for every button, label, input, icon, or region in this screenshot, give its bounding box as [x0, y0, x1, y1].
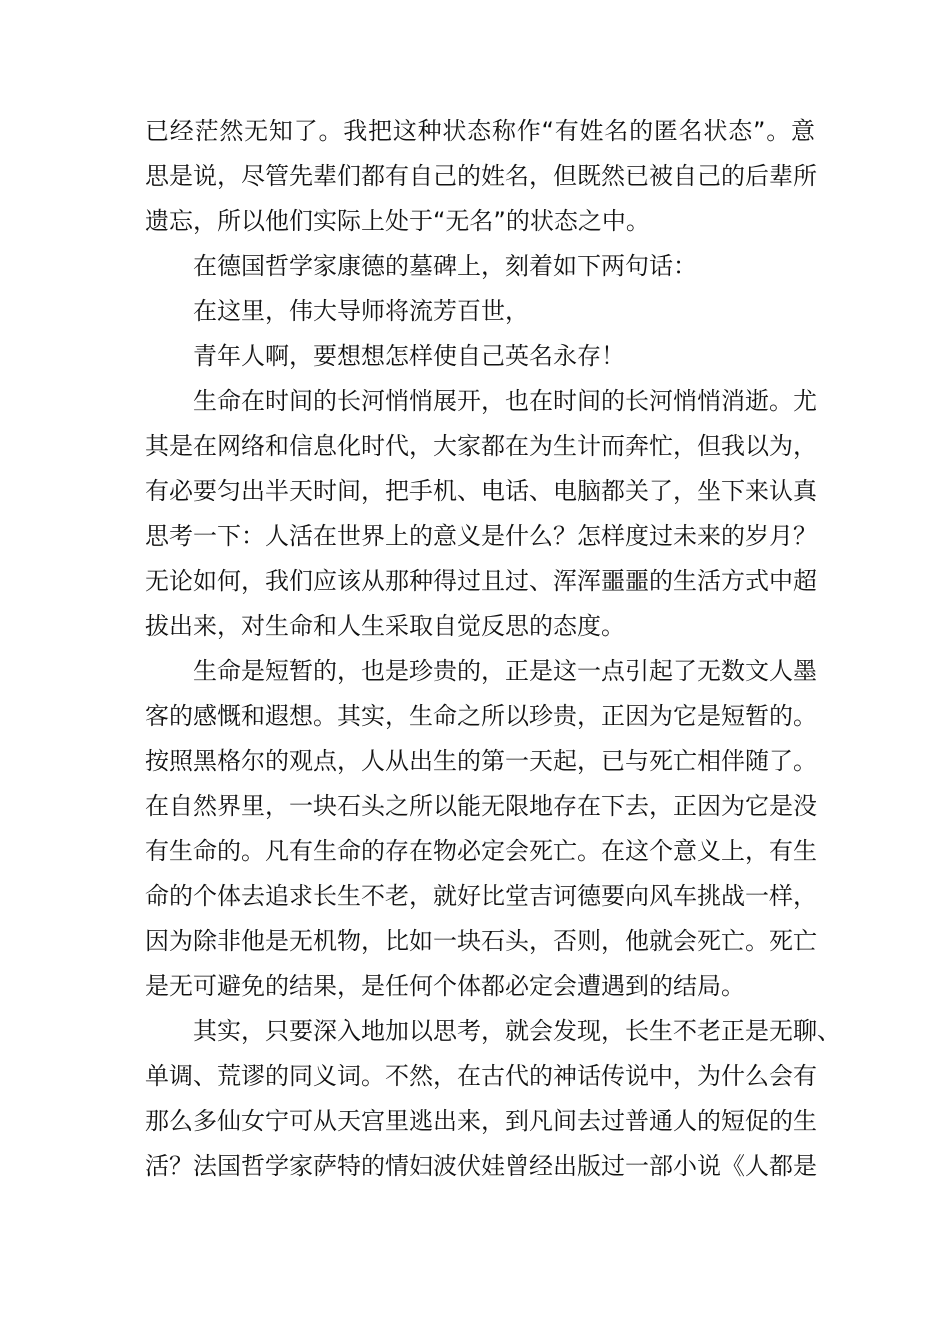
text-line: 活？法国哲学家萨特的情妇波伏娃曾经出版过一部小说《人都是: [145, 1152, 817, 1180]
text-line: 其是在网络和信息化时代，大家都在为生计而奔忙，但我以为，: [145, 432, 817, 460]
text-line: 思是说，尽管先辈们都有自己的姓名，但既然已被自己的后辈所: [145, 162, 817, 190]
text-line: 无论如何，我们应该从那种得过且过、浑浑噩噩的生活方式中超: [145, 567, 817, 595]
text-line: 在自然界里，一块石头之所以能无限地存在下去，正因为它是没: [145, 792, 817, 820]
text-line: 有生命的。凡有生命的存在物必定会死亡。在这个意义上，有生: [145, 837, 817, 865]
text-line: 生命是短暂的，也是珍贵的，正是这一点引起了无数文人墨: [193, 657, 817, 685]
text-line: 那么多仙女宁可从天宫里逃出来，到凡间去过普通人的短促的生: [145, 1107, 817, 1135]
text-line: 命的个体去追求长生不老，就好比堂吉诃德要向风车挑战一样，: [145, 882, 817, 910]
text-line: 有必要匀出半天时间，把手机、电话、电脑都关了，坐下来认真: [145, 477, 817, 505]
text-line: 客的感慨和遐想。其实，生命之所以珍贵，正因为它是短暂的。: [145, 702, 817, 730]
text-line: 生命在时间的长河悄悄展开，也在时间的长河悄悄消逝。尤: [193, 387, 817, 415]
text-line: 拔出来，对生命和人生采取自觉反思的态度。: [145, 612, 625, 640]
text-line: 思考一下：人活在世界上的意义是什么？怎样度过未来的岁月？: [145, 522, 817, 550]
poem-line: 青年人啊，要想想怎样使自己英名永存！: [193, 342, 625, 370]
text-line: 遗忘，所以他们实际上处于“无名”的状态之中。: [145, 207, 650, 235]
text-line: 在德国哲学家康德的墓碑上，刻着如下两句话：: [193, 252, 697, 280]
text-line: 因为除非他是无机物，比如一块石头，否则，他就会死亡。死亡: [145, 927, 817, 955]
text-line: 其实，只要深入地加以思考，就会发现，长生不老正是无聊、: [193, 1017, 841, 1045]
text-line: 是无可避免的结果，是任何个体都必定会遭遇到的结局。: [145, 972, 745, 1000]
poem-line: 在这里，伟大导师将流芳百世，: [193, 297, 529, 325]
text-line: 单调、荒谬的同义词。不然，在古代的神话传说中，为什么会有: [145, 1062, 817, 1090]
text-line: 已经茫然无知了。我把这种状态称作“有姓名的匿名状态”。意: [145, 117, 815, 145]
text-line: 按照黑格尔的观点，人从出生的第一天起，已与死亡相伴随了。: [145, 747, 817, 775]
